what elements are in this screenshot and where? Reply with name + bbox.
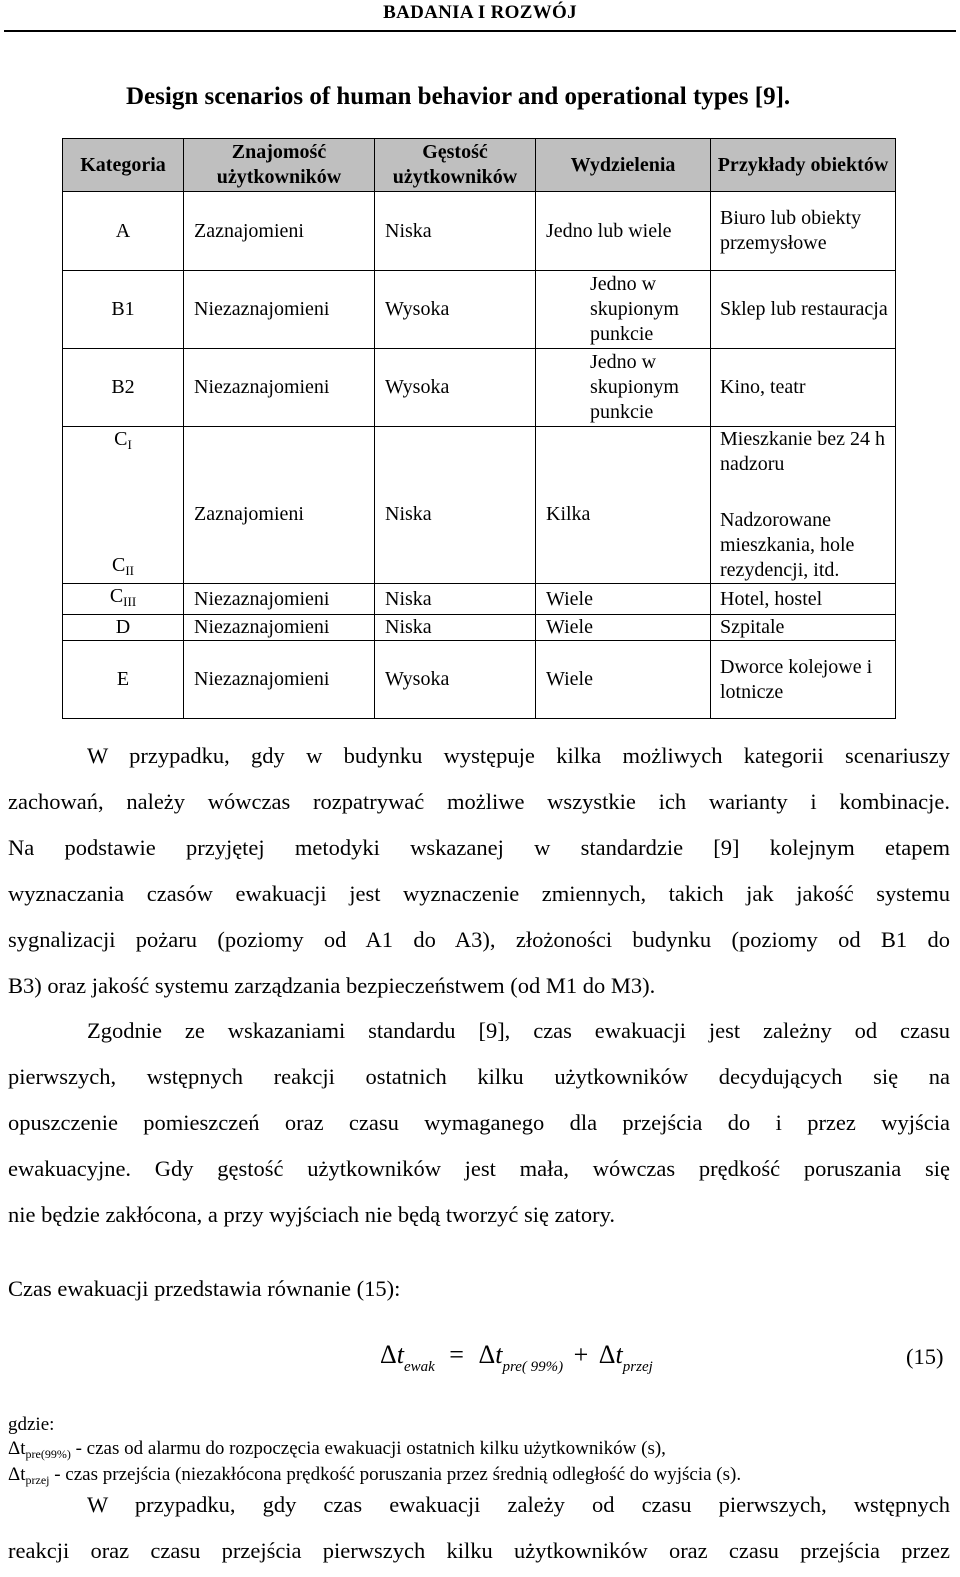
cell-familiarity: Niezaznajomieni [184, 641, 375, 719]
cell-example: Biuro lub obiekty przemysłowe [711, 192, 896, 271]
cell-division: Jedno w skupionym punkcie [536, 349, 711, 427]
table-row [63, 641, 896, 719]
cell-example: Mieszkanie bez 24 h nadzoru [711, 427, 896, 506]
cell-example: Nadzorowane mieszkania, hole rezydencji, itd. [711, 505, 896, 584]
table-row [63, 615, 896, 641]
scenario-table [62, 138, 896, 719]
where-label: gdzie: [8, 1414, 55, 1435]
cell-category [63, 427, 184, 506]
text-line: nie będzie zakłócona, a przy wyjściach nie będą tworzyć się zatory. [8, 1202, 616, 1227]
def-text: - czas przejścia (niezakłócona prędkość poruszania przez średnią odległość do wyjścia (s). [49, 1464, 742, 1485]
header-kategoria: Kategoria [63, 139, 184, 192]
cell-division: Wiele [536, 615, 711, 641]
cell-density: Wysoka [375, 641, 536, 719]
cell-example: Kino, teatr [711, 349, 896, 427]
category-main: C [114, 428, 128, 450]
category-sub: II [125, 563, 134, 578]
text-line: B3) oraz jakość systemu zarządzania bezpieczeństwem (od M1 do M3). [8, 973, 656, 998]
header-znajomosc: Znajomość użytkowników [184, 139, 375, 192]
def-sub: pre(99%) [25, 1447, 71, 1461]
cell-example: Hotel, hostel [711, 584, 896, 615]
text-line: W przypadku, gdy w budynku występuje kilka możliwych kategorii scenariuszy [87, 743, 950, 768]
t-symbol: t [495, 1340, 503, 1369]
cell-division: Jedno lub wiele [536, 192, 711, 271]
table-row [63, 584, 896, 615]
table-header-row [63, 139, 896, 192]
def-symbol: Δt [8, 1464, 26, 1485]
cell-familiarity: Niezaznajomieni [184, 271, 375, 349]
category-main: C [111, 554, 126, 576]
cell-familiarity: Zaznajomieni [184, 192, 375, 271]
delta-symbol: Δ [598, 1340, 616, 1369]
text-line: W przypadku, gdy czas ewakuacji zależy od czasu pierwszych, wstępnych [87, 1492, 950, 1517]
header-rule [4, 30, 956, 32]
text-line: pierwszych, wstępnych reakcji ostatnich kilku użytkowników decydujących się na [8, 1064, 950, 1089]
cell-division: Jedno w skupionym punkcie [536, 271, 711, 349]
equation-intro: Czas ewakuacji przedstawia równanie (15): [8, 1276, 401, 1301]
text-line: Zgodnie ze wskazaniami standardu [9], czas ewakuacji jest zależny od czasu [87, 1018, 950, 1043]
cell-example: Dworce kolejowe i lotnicze [711, 641, 896, 719]
cell-division: Wiele [536, 584, 711, 615]
cell-category: E [63, 641, 184, 719]
text-line: wyznaczania czasów ewakuacji jest wyznaczenie zmiennych, takich jak jakość systemu [8, 881, 950, 906]
sub-pre: pre( 99%) [502, 1359, 564, 1375]
cell-division: Kilka [536, 427, 711, 584]
cell-category: B1 [63, 271, 184, 349]
cell-category [63, 505, 184, 584]
table-row [63, 427, 896, 506]
cell-density: Niska [375, 192, 536, 271]
t-symbol: t [615, 1340, 623, 1369]
sub-przej: przej [622, 1359, 653, 1375]
text-line: ewakuacyjne. Gdy gęstość użytkowników jest mała, wówczas prędkość poruszania się [8, 1156, 950, 1181]
t-symbol: t [396, 1340, 404, 1369]
cell-familiarity: Niezaznajomieni [184, 349, 375, 427]
equals-sign: = [449, 1340, 464, 1369]
text-line: reakcji oraz czasu przejścia pierwszych kilku użytkowników oraz czasu przejścia przez [8, 1538, 950, 1563]
table-row [63, 349, 896, 427]
cell-familiarity: Niezaznajomieni [184, 584, 375, 615]
delta-symbol: Δ [380, 1340, 397, 1369]
text-line: zachowań, należy wówczas rozpatrywać możliwe wszystkie ich warianty i kombinacje. [8, 789, 950, 814]
table-row [63, 271, 896, 349]
cell-category [63, 584, 184, 615]
category-main: C [109, 585, 124, 607]
def-text: - czas od alarmu do rozpoczęcia ewakuacji ostatnich kilku użytkowników (s), [70, 1438, 666, 1459]
paragraph-2 [8, 1008, 950, 1238]
cell-category: B2 [63, 349, 184, 427]
cell-example: Sklep lub restauracja [711, 271, 896, 349]
equation-15 [380, 1340, 653, 1376]
table-caption: Design scenarios of human behavior and operational types [9]. [126, 83, 791, 110]
def-sub: przej [25, 1473, 50, 1487]
text-line: sygnalizacji pożaru (poziomy od A1 do A3), złożoności budynku (poziomy od B1 do [8, 927, 950, 952]
cell-familiarity: Niezaznajomieni [184, 615, 375, 641]
running-header: BADANIA I ROZWÓJ [383, 2, 577, 23]
paragraph-1 [8, 733, 950, 1009]
category-sub: I [127, 437, 132, 452]
cell-division: Wiele [536, 641, 711, 719]
cell-category: D [63, 615, 184, 641]
cell-density: Niska [375, 427, 536, 584]
text-line: opuszczenie pomieszczeń oraz czasu wymaganego dla przejścia do i przez wyjścia [8, 1110, 950, 1135]
category-sub: III [123, 594, 137, 609]
equation-number: (15) [906, 1344, 944, 1369]
sub-ewak: ewak [403, 1359, 435, 1375]
cell-density: Niska [375, 584, 536, 615]
header-gestosc: Gęstość użytkowników [375, 139, 536, 192]
cell-density: Niska [375, 615, 536, 641]
def-symbol: Δt [8, 1438, 26, 1459]
cell-category: A [63, 192, 184, 271]
cell-example: Szpitale [711, 615, 896, 641]
delta-symbol: Δ [478, 1340, 496, 1369]
cell-density: Wysoka [375, 271, 536, 349]
cell-density: Wysoka [375, 349, 536, 427]
cell-familiarity: Zaznajomieni [184, 427, 375, 584]
definition-pre [8, 1438, 666, 1462]
header-przyklady: Przykłady obiektów [711, 139, 896, 192]
header-wydzielenia: Wydzielenia [536, 139, 711, 192]
text-line: Na podstawie przyjętej metodyki wskazanej w standardzie [9] kolejnym etapem [8, 835, 950, 860]
paragraph-3 [8, 1482, 950, 1574]
plus-sign: + [573, 1340, 589, 1369]
table-row [63, 192, 896, 271]
